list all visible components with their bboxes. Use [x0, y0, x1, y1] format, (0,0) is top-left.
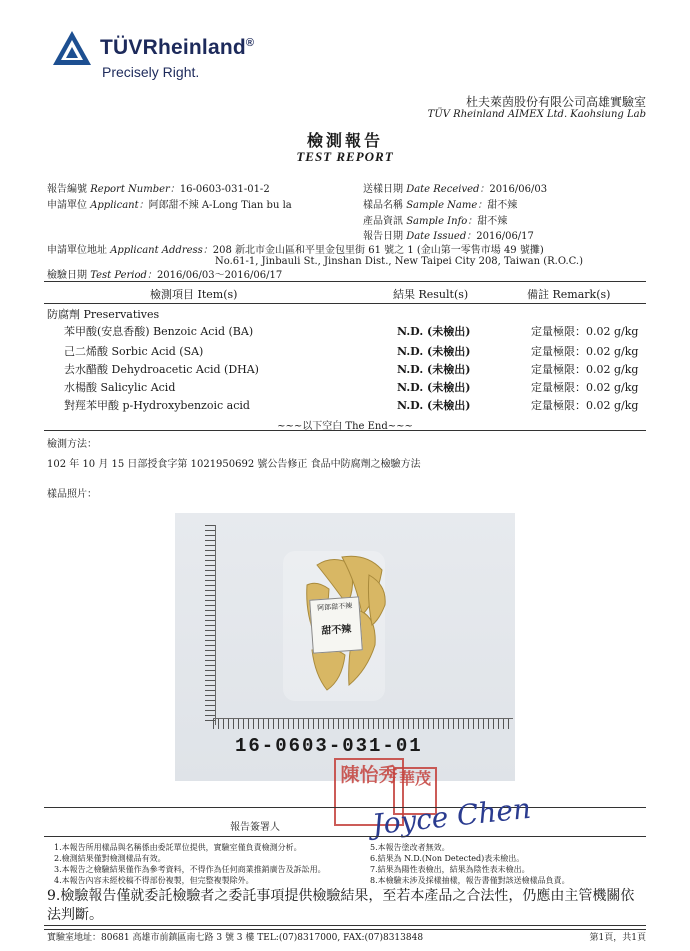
table-row-remark: 定量極限：0.02 g/kg — [531, 363, 639, 376]
red-seal-stamp-small: 華茂 — [393, 767, 437, 815]
table-row-remark: 定量極限：0.02 g/kg — [531, 381, 639, 394]
table-top-rule — [44, 281, 646, 282]
table-bottom-rule — [44, 430, 646, 431]
brand-tagline: Precisely Right. — [102, 64, 200, 80]
table-row-result: N.D. (未檢出) — [397, 381, 471, 394]
method-label: 檢測方法： — [47, 439, 97, 450]
note-item: 4.本報告內容未經校稿不得部份複製，但完整複製除外。 — [54, 876, 254, 885]
footer-address: 實驗室地址：80681 高雄市前鎮區南七路 3 號 3 樓 TEL:(07)8317000, FAX:(07)8313848 — [47, 933, 424, 943]
page-number: 第1頁，共1頁 — [589, 933, 646, 943]
table-row-remark: 定量極限：0.02 g/kg — [531, 399, 639, 412]
col-remark-header: 備註 Remark(s) — [527, 288, 611, 301]
report-title-cn: 檢測報告 — [306, 131, 383, 150]
note-item: 3.本報告之檢驗結果僅作為參考資料，不得作為任何商業推銷廣告及訴訟用。 — [54, 865, 326, 874]
sample-label-card: 阿郎甜不辣 甜不辣 — [309, 596, 363, 653]
date-issued-row: 報告日期 Date Issued：2016/06/17 — [363, 231, 534, 242]
table-header-rule — [44, 303, 646, 304]
table-row-item: 己二烯酸 Sorbic Acid (SA) — [64, 345, 204, 358]
photo-label: 樣品照片： — [47, 489, 97, 500]
table-row-item: 苯甲酸(安息香酸) Benzoic Acid (BA) — [64, 325, 254, 338]
note-item: 6.結果為 N.D.(Non Detected)表未檢出。 — [370, 854, 525, 863]
horizontal-ruler — [213, 718, 513, 729]
address-row: 申請單位地址 Applicant Address：208 新北市金山區和平里金包里街 61 號之 1 (金山第一零售市場 49 號攤) — [47, 245, 544, 256]
applicant-row: 申請單位 Applicant：阿郎甜不辣 A-Long Tian bu la — [47, 200, 292, 211]
note-item: 7.結果為陽性表檢出，結果為陰性表未檢出。 — [370, 865, 530, 874]
table-row-item: 對羥苯甲酸 p-Hydroxybenzoic acid — [64, 399, 250, 412]
table-row-item: 去水醋酸 Dehydroacetic Acid (DHA) — [64, 363, 259, 376]
notes-top-rule — [44, 836, 646, 837]
vertical-ruler — [205, 525, 216, 725]
note-item: 2.檢測結果僅對檢測樣品有效。 — [54, 854, 166, 863]
note-item: 5.本報告塗改者無效。 — [370, 843, 450, 852]
note-item: 1.本報告所用樣品與名稱係由委託單位提供，實驗室僅負責檢測分析。 — [54, 843, 302, 852]
sample-photo — [175, 513, 515, 781]
table-row-remark: 定量極限：0.02 g/kg — [531, 345, 639, 358]
lab-name-en: TÜV Rheinland AIMEX Ltd. Kaohsiung Lab — [427, 109, 646, 120]
method-text: 102 年 10 月 15 日部授食字第 1021950692 號公告修正 食品中防腐劑之檢驗方法 — [47, 459, 421, 470]
handwritten-signature: Joyce Chen — [370, 791, 533, 842]
brand-name: TÜVRheinland® — [100, 36, 255, 59]
sample-info-row: 產品資訊 Sample Info：甜不辣 — [363, 216, 508, 227]
signature-rule — [44, 807, 646, 808]
sample-id-label: 16-0603-031-01 — [235, 735, 423, 757]
address-en: No.61-1, Jinbauli St., Jinshan Dist., New Taipei City 208, Taiwan (R.O.C.) — [215, 256, 583, 267]
table-row-remark: 定量極限：0.02 g/kg — [531, 325, 639, 338]
report-title-en: TEST REPORT — [296, 149, 394, 164]
note-item: 8.本檢驗未涉及採樣抽樣，報告書僅對該送檢樣品負責。 — [370, 876, 570, 885]
table-end-note: ~~~以下空白 The End~~~ — [277, 421, 413, 432]
report-number-row: 報告編號 Report Number：16-0603-031-01-2 — [47, 184, 270, 195]
test-period-row: 檢驗日期 Test Period：2016/06/03～2016/06/17 — [47, 270, 283, 281]
table-row-result: N.D. (未檢出) — [397, 325, 471, 338]
sample-name-row: 樣品名稱 Sample Name：甜不辣 — [363, 200, 518, 211]
tuv-logo-icon — [52, 30, 92, 66]
table-row-item: 水楊酸 Salicylic Acid — [64, 381, 176, 394]
lab-name-cn: 杜夫萊茵股份有限公司高雄實驗室 — [465, 95, 646, 109]
col-result-header: 結果 Result(s) — [393, 288, 469, 301]
table-row-result: N.D. (未檢出) — [397, 363, 471, 376]
table-row-result: N.D. (未檢出) — [397, 399, 471, 412]
red-seal-stamp: 陳怡秀 — [334, 758, 404, 826]
date-received-row: 送樣日期 Date Received：2016/06/03 — [363, 184, 548, 195]
table-group-label: 防腐劑 Preservatives — [47, 308, 160, 321]
table-row-result: N.D. (未檢出) — [397, 345, 471, 358]
col-item-header: 檢測項目 Item(s) — [150, 288, 238, 301]
signatory-label: 報告簽署人 — [230, 822, 280, 833]
legality-note: 9.檢驗報告僅就委託檢驗者之委託事項提供檢驗結果，至若本產品之合法性，仍應由主管機關依法判斷。 — [47, 888, 635, 923]
